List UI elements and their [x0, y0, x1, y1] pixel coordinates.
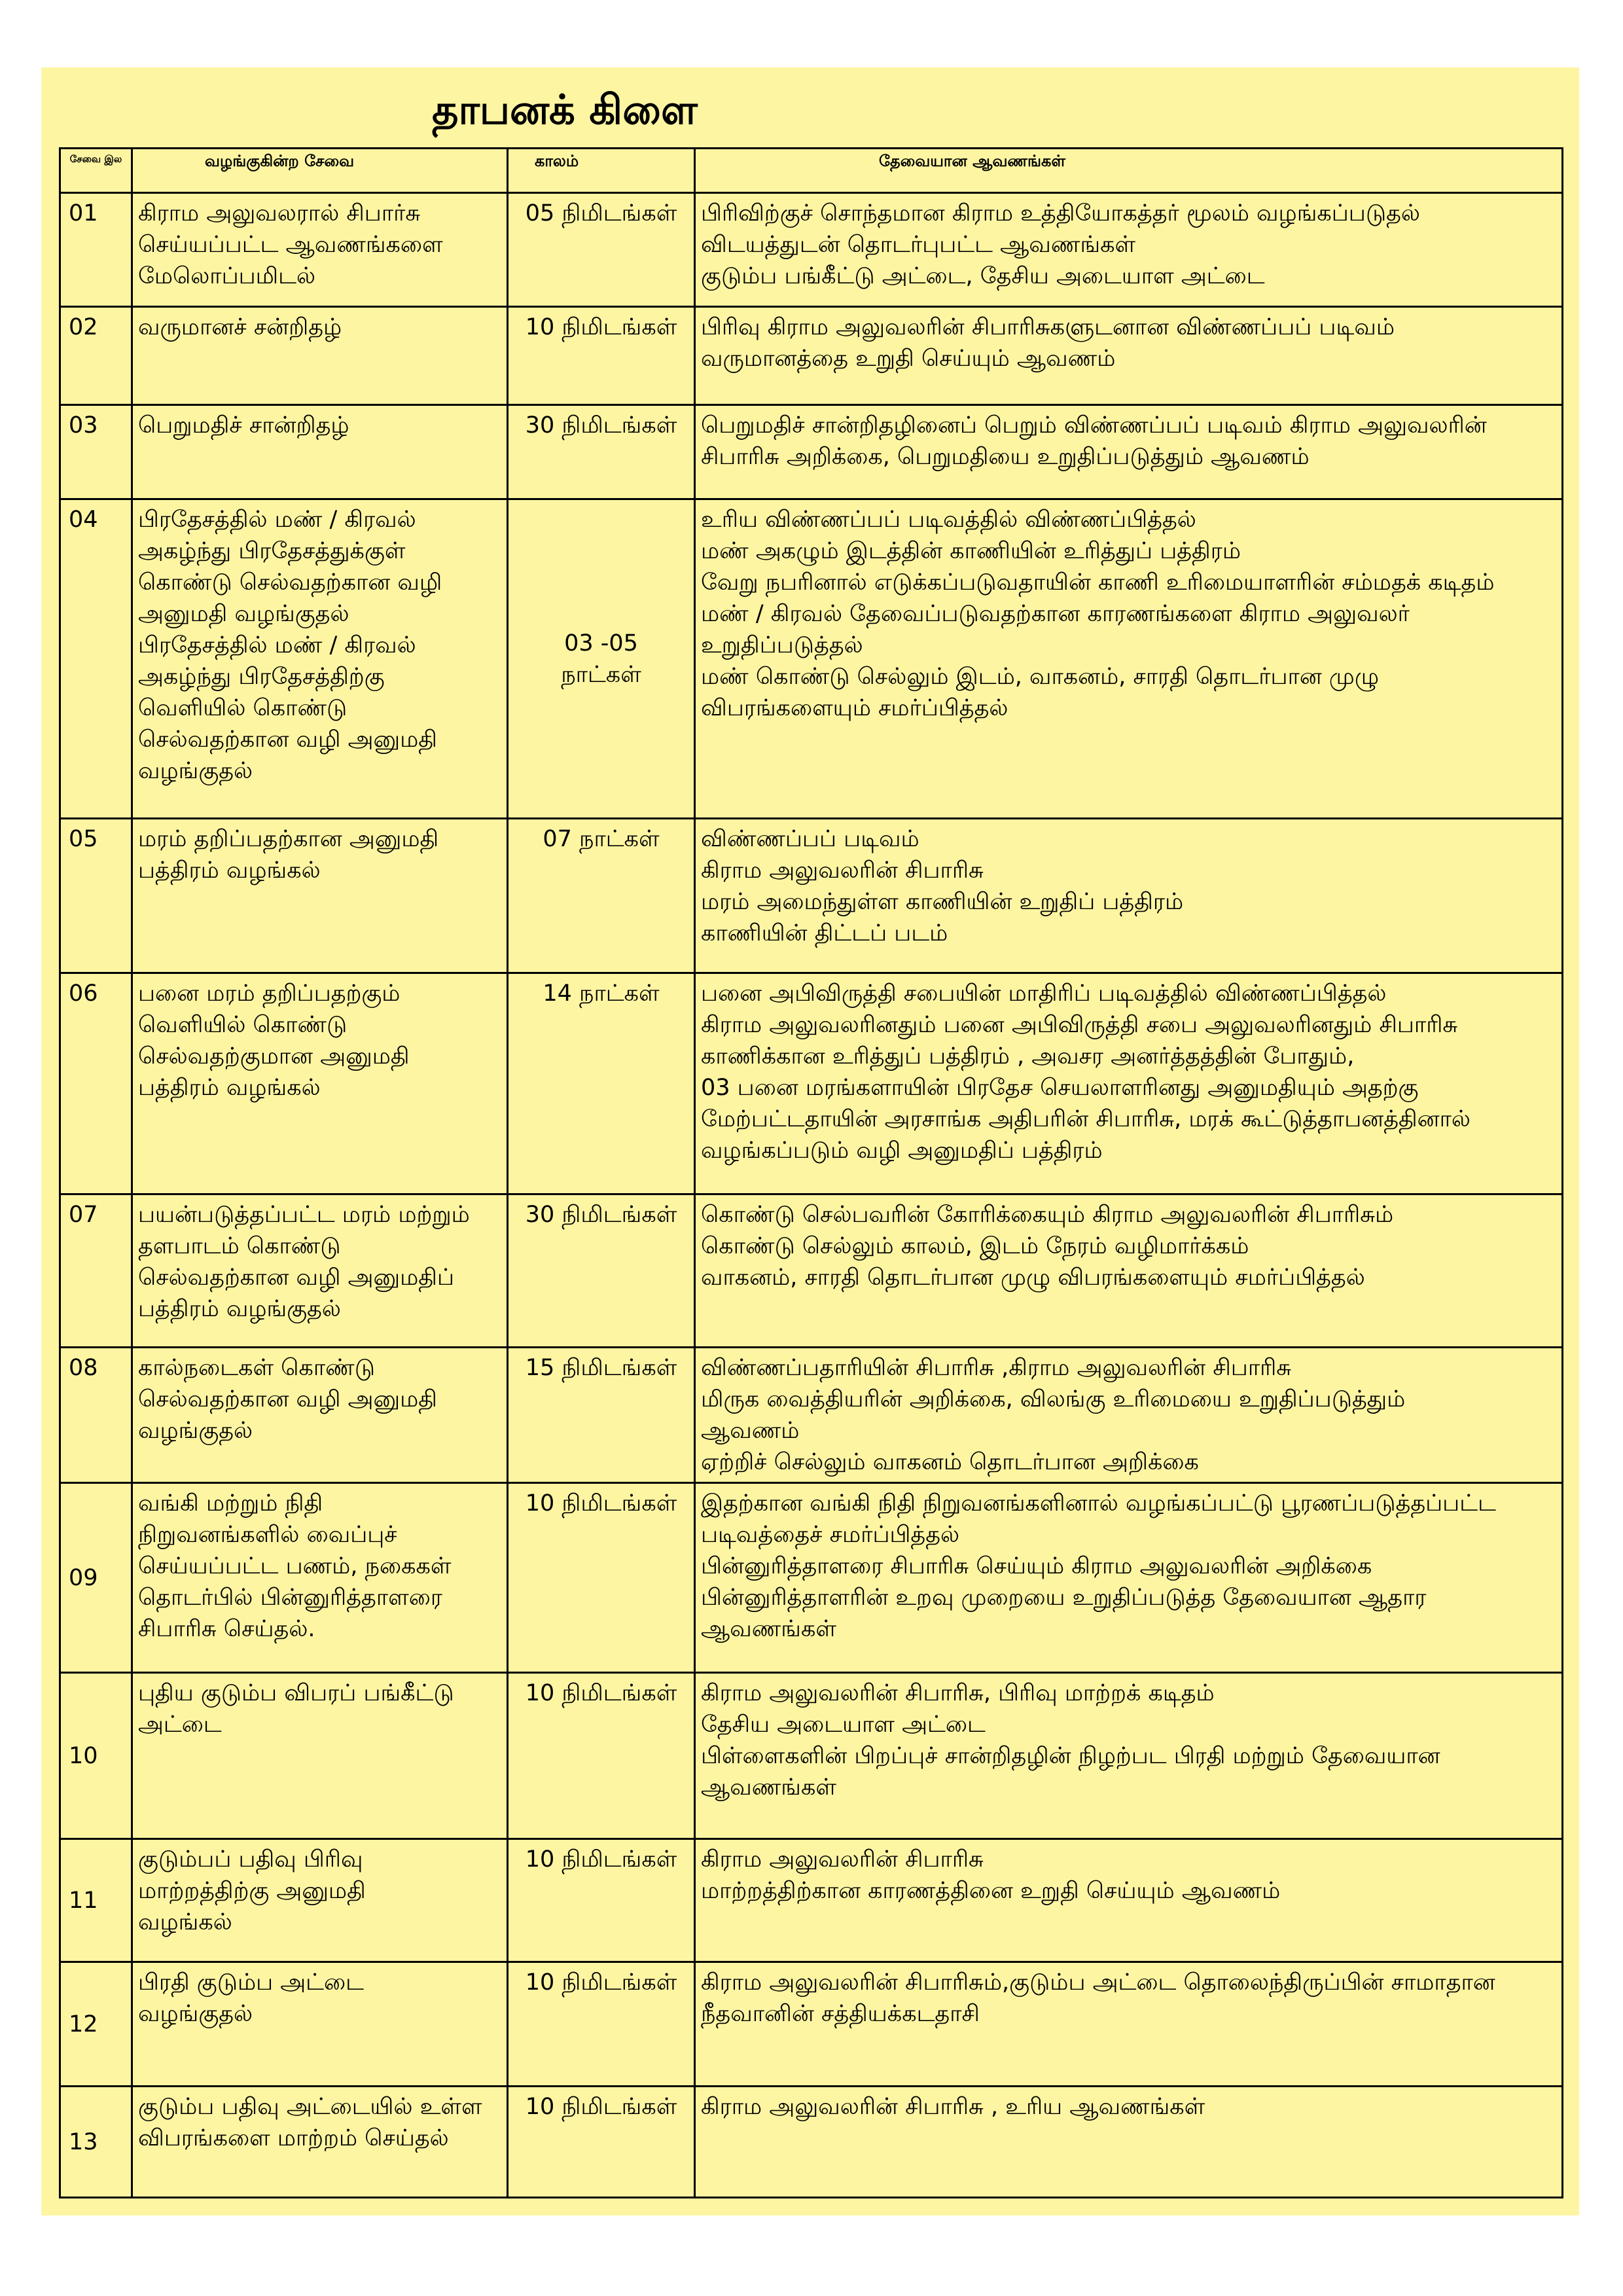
required-document-line: வழங்கப்படும் வழி அனுமதிப் பத்திரம்	[701, 1138, 1103, 1164]
required-documents	[695, 1483, 1563, 1673]
service-name	[132, 307, 508, 405]
table-row	[60, 307, 1563, 405]
required-document-line: குடும்ப பங்கீட்டு அட்டை, தேசிய அடையாள அட்டை	[701, 263, 1265, 289]
page-title: தாபனக் கிளை	[432, 86, 698, 134]
required-document-line: ஆவணங்கள்	[701, 1616, 836, 1642]
service-number: 07	[60, 1194, 132, 1348]
service-name-line: வெளியில் கொண்டு	[138, 1012, 348, 1038]
service-name	[132, 2087, 508, 2198]
service-name-line: தளபாடம் கொண்டு	[138, 1233, 341, 1259]
service-name	[132, 193, 508, 307]
required-document-line: வாகனம், சாரதி தொடர்பான முழு விபரங்களையும் சமர்ப்பித்தல்	[701, 1265, 1365, 1291]
service-duration: 10 நிமிடங்கள்	[508, 307, 695, 405]
service-name-line: அனுமதி வழங்குதல்	[138, 601, 349, 627]
required-document-line: வேறு நபரினால் எடுக்கப்படுவதாயின் காணி உரிமையாளரின் சம்மதக் கடிதம்	[701, 569, 1495, 596]
required-document-line: மண் கொண்டு செல்லும் இடம், வாகனம், சாரதி தொடர்பான முழு	[701, 664, 1380, 690]
service-name-line: தொடர்பில் பின்னுரித்தாளரை	[138, 1585, 442, 1611]
required-document-line: காணியின் திட்டப் படம்	[701, 920, 948, 946]
required-document-line: ஆவணம்	[701, 1418, 800, 1444]
service-duration: 30 நிமிடங்கள்	[508, 1194, 695, 1348]
service-name-line: விபரங்களை மாற்றம் செய்தல்	[138, 2125, 449, 2151]
required-documents	[695, 1194, 1563, 1348]
required-document-line: மிருக வைத்தியரின் அறிக்கை, விலங்கு உரிமையை உறுதிப்படுத்தும்	[701, 1386, 1406, 1412]
service-name-line: வருமானச் சன்றிதழ்	[138, 314, 342, 340]
required-documents	[695, 2087, 1563, 2198]
required-document-line: வருமானத்தை உறுதி செய்யும் ஆவணம்	[701, 346, 1116, 372]
service-name-line: மரம் தறிப்பதற்கான அனுமதி	[138, 826, 439, 852]
service-name-line: பெறுமதிச் சான்றிதழ்	[138, 412, 349, 439]
required-document-line: கொண்டு செல்பவரின் கோரிக்கையும் கிராம அலுவலரின் சிபாரிசும்	[701, 1202, 1394, 1228]
required-document-line: உறுதிப்படுத்தல்	[701, 632, 863, 658]
required-document-line: கிராம அலுவலரின் சிபாரிசு	[701, 857, 984, 884]
required-document-line: மண் / கிரவல் தேவைப்படுவதற்கான காரணங்களை கிராம அலுவலர்	[701, 601, 1410, 627]
table-row	[60, 193, 1563, 307]
required-document-line: பெறுமதிச் சான்றிதழினைப் பெறும் விண்ணப்பப் படிவம் கிராம அலுவலரின்	[701, 412, 1487, 439]
required-document-line: மேற்பட்டதாயின் அரசாங்க அதிபரின் சிபாரிசு, மரக் கூட்டுத்தாபனத்தினால்	[701, 1106, 1471, 1132]
service-duration: 30 நிமிடங்கள்	[508, 405, 695, 499]
required-document-line: விண்ணப்பப் படிவம்	[701, 826, 919, 852]
header-service-number: சேவை இல	[60, 149, 132, 193]
required-documents	[695, 193, 1563, 307]
service-duration: 07 நாட்கள்	[508, 819, 695, 973]
required-document-line: நீதவானின் சத்தியக்கடதாசி	[701, 2001, 980, 2027]
required-document-line: ஏற்றிச் செல்லும் வாகனம் தொடர்பான அறிக்கை	[701, 1449, 1199, 1475]
service-name-line: அட்டை	[138, 1712, 222, 1738]
service-name	[132, 499, 508, 819]
required-documents	[695, 307, 1563, 405]
service-name-line: மாற்றத்திற்கு அனுமதி	[138, 1878, 366, 1904]
service-name-line: சிபாரிசு செய்தல்.	[138, 1616, 315, 1642]
service-duration-line: நாட்கள்	[561, 661, 641, 688]
service-duration: 10 நிமிடங்கள்	[508, 2087, 695, 2198]
service-name	[132, 1962, 508, 2087]
table-row	[60, 1673, 1563, 1839]
service-name-line: பிரதேசத்தில் மண் / கிரவல்	[138, 632, 416, 658]
required-document-line: படிவத்தைச் சமர்ப்பித்தல்	[701, 1522, 960, 1548]
service-number: 11	[60, 1839, 132, 1962]
required-documents	[695, 819, 1563, 973]
service-duration	[508, 499, 695, 819]
required-document-line: பிரிவு கிராம அலுவலரின் சிபாரிசுகளுடனான விண்ணப்பப் படிவம்	[701, 314, 1395, 340]
required-document-line: மண் அகழும் இடத்தின் காணியின் உரித்துப் பத்திரம்	[701, 538, 1241, 564]
service-name-line: பனை மரம் தறிப்பதற்கும்	[138, 980, 401, 1007]
table-row	[60, 405, 1563, 499]
header-service: வழங்குகின்ற சேவை	[132, 149, 508, 193]
service-name-line: செய்யப்பட்ட ஆவணங்களை	[138, 232, 443, 258]
services-table	[59, 147, 1563, 2198]
header-documents: தேவையான ஆவணங்கள்	[695, 149, 1563, 193]
required-document-line: பின்னுரித்தாளரின் உறவு முறையை உறுதிப்படுத்த தேவையான ஆதார	[701, 1585, 1427, 1611]
service-duration: 05 நிமிடங்கள்	[508, 193, 695, 307]
service-name-line: செய்யப்பட்ட பணம், நகைகள்	[138, 1553, 452, 1579]
service-name-line: செல்வதற்குமான அனுமதி	[138, 1043, 410, 1069]
required-document-line: கிராம அலுவலரின் சிபாரிசு , உரிய ஆவணங்கள்	[701, 2094, 1205, 2120]
service-name-line: வங்கி மற்றும் நிதி	[138, 1490, 323, 1516]
service-number: 04	[60, 499, 132, 819]
page-sheet	[41, 67, 1579, 2215]
service-number: 02	[60, 307, 132, 405]
required-documents	[695, 499, 1563, 819]
required-documents	[695, 1348, 1563, 1483]
service-name-line: பத்திரம் வழங்கல்	[138, 857, 321, 884]
required-documents	[695, 973, 1563, 1194]
service-name-line: செல்வதற்கான வழி அனுமதி	[138, 726, 437, 753]
service-name-line: குடும்ப பதிவு அட்டையில் உள்ள	[138, 2094, 482, 2120]
service-name-line: வழங்குதல்	[138, 2001, 253, 2027]
service-duration: 10 நிமிடங்கள்	[508, 1483, 695, 1673]
required-document-line: பின்னுரித்தாளரை சிபாரிசு செய்யும் கிராம அலுவலரின் அறிக்கை	[701, 1553, 1372, 1579]
required-documents	[695, 1962, 1563, 2087]
required-document-line: உரிய விண்ணப்பப் படிவத்தில் விண்ணப்பித்தல்	[701, 507, 1196, 533]
table-body	[60, 193, 1563, 2198]
service-number: 08	[60, 1348, 132, 1483]
table-row	[60, 1483, 1563, 1673]
table-row	[60, 819, 1563, 973]
service-name-line: கொண்டு செல்வதற்கான வழி	[138, 569, 442, 596]
required-documents	[695, 1839, 1563, 1962]
service-name-line: வழங்குதல்	[138, 1418, 253, 1444]
service-name	[132, 1348, 508, 1483]
service-duration: 10 நிமிடங்கள்	[508, 1962, 695, 2087]
required-document-line: விண்ணப்பதாரியின் சிபாரிசு ,கிராம அலுவலரின் சிபாரிசு	[701, 1355, 1292, 1381]
required-document-line: கொண்டு செல்லும் காலம், இடம் நேரம் வழிமார்க்கம்	[701, 1233, 1249, 1259]
service-name	[132, 1194, 508, 1348]
service-name-line: பிரதேசத்தில் மண் / கிரவல்	[138, 507, 416, 533]
table-row	[60, 1962, 1563, 2087]
service-name-line: வழங்குதல்	[138, 758, 253, 784]
service-number: 13	[60, 2087, 132, 2198]
required-document-line: பிரிவிற்குச் சொந்தமான கிராம உத்தியோகத்தர் மூலம் வழங்கப்படுதல்	[701, 200, 1420, 226]
service-name-line: குடும்பப் பதிவு பிரிவு	[138, 1846, 363, 1873]
required-document-line: மரம் அமைந்துள்ள காணியின் உறுதிப் பத்திரம்	[701, 889, 1184, 915]
service-name-line: பயன்படுத்தப்பட்ட மரம் மற்றும்	[138, 1202, 470, 1228]
required-document-line: தேசிய அடையாள அட்டை	[701, 1712, 986, 1738]
service-name-line: செல்வதற்கான வழி அனுமதிப்	[138, 1265, 454, 1291]
service-name-line: பிரதி குடும்ப அட்டை	[138, 1969, 365, 1996]
required-document-line: கிராம அலுவலரின் சிபாரிசு	[701, 1846, 984, 1873]
service-number: 05	[60, 819, 132, 973]
required-documents	[695, 405, 1563, 499]
required-document-line: பனை அபிவிருத்தி சபையின் மாதிரிப் படிவத்தில் விண்ணப்பித்தல்	[701, 980, 1387, 1007]
service-duration: 10 நிமிடங்கள்	[508, 1839, 695, 1962]
required-document-line: கிராம அலுவலரின் சிபாரிசும்,குடும்ப அட்டை தொலைந்திருப்பின் சாமாதான	[701, 1969, 1495, 1996]
required-document-line: சிபாரிசு அறிக்கை, பெறுமதியை உறுதிப்படுத்தும் ஆவணம்	[701, 444, 1310, 470]
service-name	[132, 1483, 508, 1673]
table-row	[60, 499, 1563, 819]
table-row	[60, 1194, 1563, 1348]
service-name	[132, 1673, 508, 1839]
required-document-line: இதற்கான வங்கி நிதி நிறுவனங்களினால் வழங்கப்பட்டு பூரணப்படுத்தப்பட்ட	[701, 1490, 1496, 1516]
service-number: 03	[60, 405, 132, 499]
service-name	[132, 973, 508, 1194]
required-document-line: விபரங்களையும் சமர்ப்பித்தல்	[701, 695, 1008, 721]
service-name	[132, 819, 508, 973]
service-name-line: மேலொப்பமிடல்	[138, 263, 316, 289]
required-document-line: 03 பனை மரங்களாயின் பிரதேச செயலாளரினது அனுமதியும் அதற்கு	[701, 1075, 1419, 1101]
service-duration: 10 நிமிடங்கள்	[508, 1673, 695, 1839]
table-row	[60, 973, 1563, 1194]
service-duration: 15 நிமிடங்கள்	[508, 1348, 695, 1483]
service-number: 09	[60, 1483, 132, 1673]
service-name-line: வழங்கல்	[138, 1909, 232, 1935]
service-name-line: நிறுவனங்களில் வைப்புச்	[138, 1522, 397, 1548]
required-document-line: கிராம அலுவலரினதும் பனை அபிவிருத்தி சபை அலுவலரினதும் சிபாரிசு	[701, 1012, 1458, 1038]
service-name-line: செல்வதற்கான வழி அனுமதி	[138, 1386, 437, 1412]
service-name-line: வெளியில் கொண்டு	[138, 695, 348, 721]
service-duration: 14 நாட்கள்	[508, 973, 695, 1194]
table-row	[60, 1839, 1563, 1962]
service-name	[132, 1839, 508, 1962]
service-number: 12	[60, 1962, 132, 2087]
required-document-line: கிராம அலுவலரின் சிபாரிசு, பிரிவு மாற்றக் கடிதம்	[701, 1680, 1215, 1706]
required-document-line: ஆவணங்கள்	[701, 1774, 836, 1801]
table-row	[60, 2087, 1563, 2198]
service-name-line: கிராம அலுவலரால் சிபார்சு	[138, 200, 421, 226]
required-document-line: காணிக்கான உரித்துப் பத்திரம் , அவசர அனர்த்தத்தின் போதும்,	[701, 1043, 1355, 1069]
required-document-line: விடயத்துடன் தொடர்புபட்ட ஆவணங்கள்	[701, 232, 1136, 258]
table-row	[60, 1348, 1563, 1483]
service-name-line: கால்நடைகள் கொண்டு	[138, 1355, 375, 1381]
service-name	[132, 405, 508, 499]
required-documents	[695, 1673, 1563, 1839]
required-document-line: பிள்ளைகளின் பிறப்புச் சான்றிதழின் நிழற்பட பிரதி மற்றும் தேவையான	[701, 1743, 1440, 1769]
service-number: 10	[60, 1673, 132, 1839]
service-name-line: அகழ்ந்து பிரதேசத்திற்கு	[138, 664, 385, 690]
header-time: காலம்	[508, 149, 695, 193]
service-name-line: புதிய குடும்ப விபரப் பங்கீட்டு	[138, 1680, 454, 1706]
service-name-line: அகழ்ந்து பிரதேசத்துக்குள்	[138, 538, 406, 564]
service-duration-line: 03 -05	[564, 630, 638, 656]
service-number: 06	[60, 973, 132, 1194]
table-header-row	[60, 149, 1563, 193]
service-name-line: பத்திரம் வழங்குதல்	[138, 1296, 341, 1322]
service-name-line: பத்திரம் வழங்கல்	[138, 1075, 321, 1101]
service-number: 01	[60, 193, 132, 307]
required-document-line: மாற்றத்திற்கான காரணத்தினை உறுதி செய்யும் ஆவணம்	[701, 1878, 1281, 1904]
